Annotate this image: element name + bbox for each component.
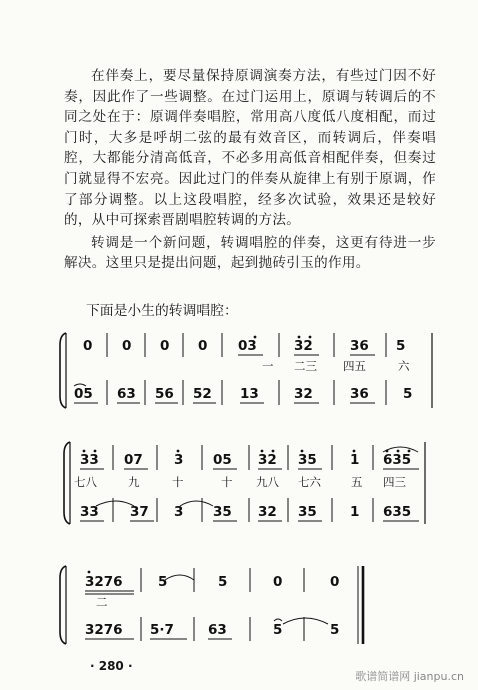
s2-lower-note: 33 [80, 504, 99, 520]
s3-lyric: 二 [96, 595, 108, 609]
page-number: · 280 · [90, 659, 133, 673]
s1-lyric: 二三 [294, 359, 317, 373]
s2-lower-note: 635 [383, 504, 412, 520]
s2-upper-note: 635 [383, 452, 412, 468]
s2-upper-note: 3 [174, 452, 184, 468]
s2-upper-note: 35 [298, 452, 317, 468]
s1-upper-note: 0 [160, 338, 170, 354]
s3-lower-note: 3276 [85, 622, 123, 638]
score-subtitle: 下面是小生的转调唱腔： [86, 303, 238, 319]
s3-lower-note: 5 [273, 622, 283, 638]
s2-lower-note: 3 [174, 504, 184, 520]
s3-upper-note: 5 [158, 574, 168, 590]
s1-lower-note: 36 [350, 386, 369, 402]
s1-upper-note: 03 [238, 338, 257, 354]
s2-lyric: 四三 [383, 475, 406, 489]
s3-upper-note: 0 [330, 574, 340, 590]
s2-upper-note: 05 [213, 452, 232, 468]
s3-lower-note: 5 [330, 622, 340, 638]
score-system-1 [60, 333, 432, 408]
s2-lower-note: 32 [258, 504, 277, 520]
s2-lyric: 十 [221, 475, 233, 489]
paragraph-2: 转调是一个新问题，转调唱腔的伴奏，这更有待进一步解决。这里只是提出问题，起到抛砖引玉的作用。 [64, 234, 436, 272]
s3-lower-note: 5·7 [150, 622, 174, 638]
s2-upper-note: 07 [124, 452, 143, 468]
site-watermark: 歌谱简谱网 jianpu.cn [355, 670, 464, 683]
s2-lower-note: 35 [213, 504, 232, 520]
s1-lower-note: 52 [193, 386, 212, 402]
s1-lower-note: 05 [74, 386, 93, 402]
s1-lower-note: 63 [117, 386, 136, 402]
s3-upper-note: 5 [218, 574, 228, 590]
s1-upper-note: 0 [83, 338, 93, 354]
score-system-3 [60, 566, 363, 644]
s2-upper-note: 33 [80, 452, 99, 468]
s2-lower-note: 1 [350, 504, 360, 520]
s1-upper-note: 0 [122, 338, 132, 354]
s1-upper-note: 36 [350, 338, 369, 354]
s1-lower-note: 56 [155, 386, 174, 402]
s3-lower-note: 63 [208, 622, 227, 638]
paragraph-1: 在伴奏上，要尽量保持原调演奏方法，有些过门因不好奏，因此作了一些调整。在过门运用上，原调与转调后的不同之处在于：原调伴奏唱腔，常用高八度低八度相配，而过门时，大多是呼胡二弦的最有效音区，而转调后，伴奏唱腔，大都能分清高低音，不必多用高低音相配伴奏，但奏过门就显得不宏亮。因此过门的伴奏从旋律上有别于原调，作了部分调整。以上这段唱腔，经多次试验，效果还是较好的，从中可探索晋剧唱腔转调的方法。 [64, 68, 436, 229]
s2-lyric: 七六 [298, 475, 321, 489]
s2-lower-note: 35 [298, 504, 317, 520]
s2-lyric: 九八 [256, 475, 279, 489]
s3-upper-note: 0 [273, 574, 283, 590]
s1-lyric: 四五 [343, 359, 366, 373]
s2-lyric: 十 [172, 475, 184, 489]
s3-upper-note: 3276 [85, 574, 123, 590]
s1-lower-note: 13 [240, 386, 259, 402]
s2-lyric: 七八 [74, 475, 97, 489]
s1-upper-note: 0 [198, 338, 208, 354]
s2-upper-note: 32 [258, 452, 277, 468]
s2-lower-note: 37 [130, 504, 149, 520]
s1-lower-note: 32 [294, 386, 313, 402]
body-text [64, 66, 436, 274]
score-system-2 [64, 442, 425, 524]
s1-lower-note: 5 [403, 386, 413, 402]
s1-upper-note: 32 [294, 338, 313, 354]
s1-upper-note: 5 [396, 338, 406, 354]
s2-lyric: 九 [128, 475, 140, 489]
s1-lyric: 一 [262, 359, 274, 373]
s2-upper-note: 1 [350, 452, 360, 468]
s1-lyric: 六 [398, 359, 410, 373]
s2-lyric: 五 [351, 475, 363, 489]
